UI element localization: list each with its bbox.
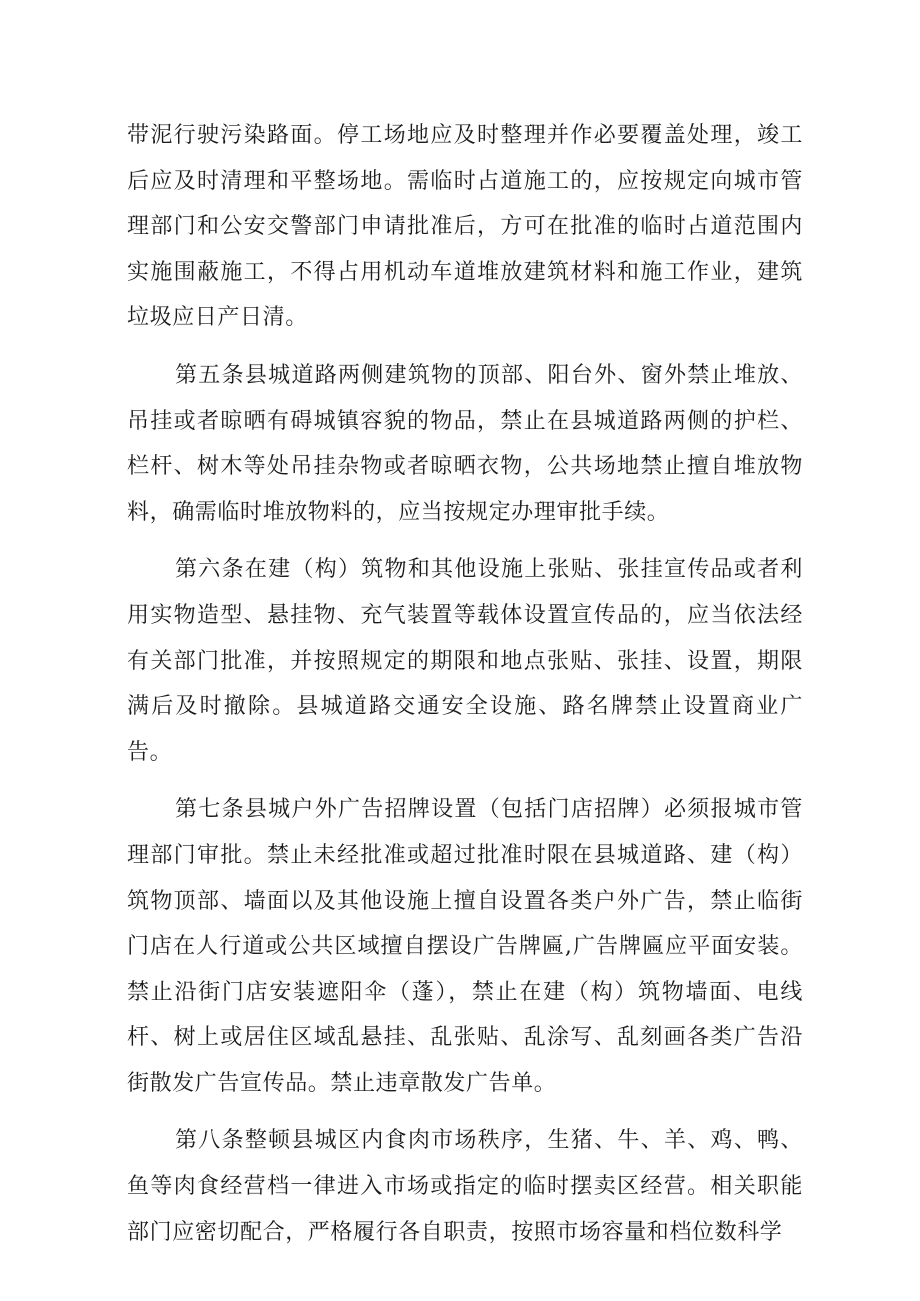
document-body bbox=[127, 113, 803, 1255]
paragraph-continuation: 带泥行驶污染路面。停工场地应及时整理并作必要覆盖处理，竣工后应及时清理和平整场地。需临时占道施工的，应按规定向城市管理部门和公安交警部门申请批准后，方可在批准的临时占道范围内实施围蔽施工，不得占用机动车道堆放建筑材料和施工作业，建筑垃圾应日产日清。 bbox=[127, 123, 803, 331]
paragraph-article-6: 第六条在建（构）筑物和其他设施上张贴、张挂宣传品或者利用实物造型、悬挂物、充气装置等载体设置宣传品的，应当依法经有关部门批准，并按照规定的期限和地点张贴、张挂、设置，期限满后及时撤除。县城道路交通安全设施、路名牌禁止设置商业广告。 bbox=[127, 557, 803, 765]
paragraph-article-8: 第八条整顿县城区内食肉市场秩序，生猪、牛、羊、鸡、鸭、鱼等肉食经营档一律进入市场或指定的临时摆卖区经营。相关职能部门应密切配合，严格履行各自职责，按照市场容量和档位数科学 bbox=[127, 1128, 803, 1245]
paragraph-article-7: 第七条县城户外广告招牌设置（包括门店招牌）必须报城市管理部门审批。禁止未经批准或超过批准时限在县城道路、建（构）筑物顶部、墙面以及其他设施上擅自设置各类户外广告，禁止临街门店在人行道或公共区域擅自摆设广告牌匾,广告牌匾应平面安装。禁止沿街门店安装遮阳伞（蓬），禁止在建（构）筑物墙面、电线杆、树上或居住区域乱悬挂、乱张贴、乱涂写、乱刻画各类广告沿街散发广告宣传品。禁止违章散发广告单。 bbox=[127, 797, 803, 1096]
paragraph-article-5: 第五条县城道路两侧建筑物的顶部、阳台外、窗外禁止堆放、吊挂或者晾晒有碍城镇容貌的物品，禁止在县城道路两侧的护栏、栏杆、树木等处吊挂杂物或者晾晒衣物，公共场地禁止擅自堆放物料，确需临时堆放物料的，应当按规定办理审批手续。 bbox=[127, 362, 803, 525]
